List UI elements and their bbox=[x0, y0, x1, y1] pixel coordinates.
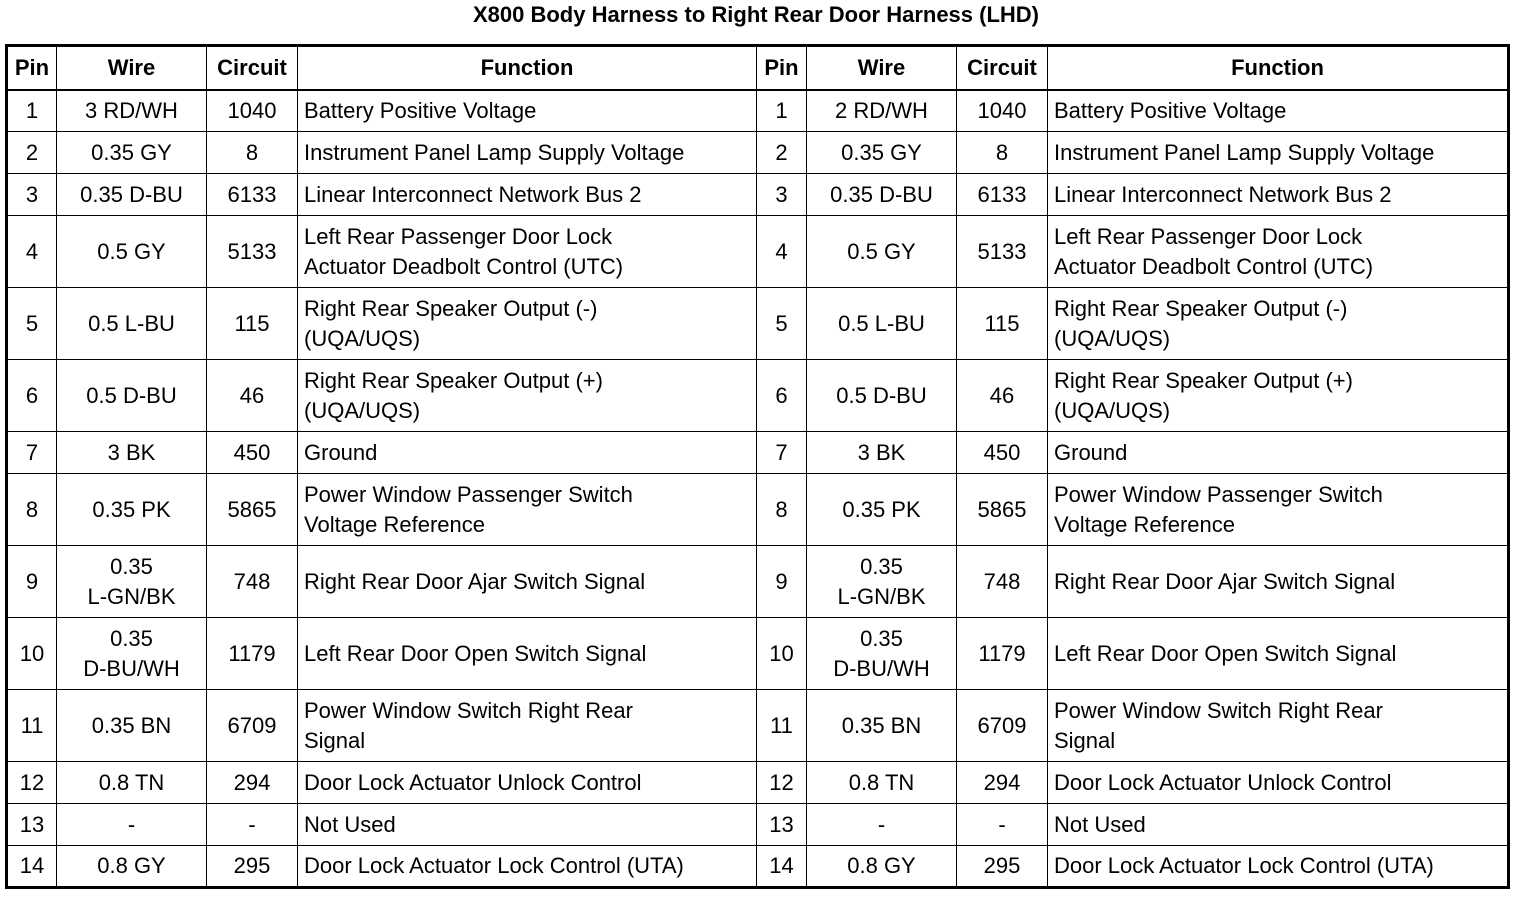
function-cell-line: Right Rear Speaker Output (-) bbox=[304, 295, 598, 321]
wire-cell-line: 0.5 L-BU bbox=[838, 310, 925, 336]
wire-cell-line: 3 BK bbox=[107, 439, 156, 465]
function-cell-line: Power Window Switch Right Rear bbox=[304, 697, 633, 723]
function-cell bbox=[1048, 288, 1509, 360]
pin-cell: 2 bbox=[757, 132, 807, 174]
circuit-cell: 6709 bbox=[207, 690, 298, 762]
function-cell bbox=[1048, 132, 1509, 174]
wire-cell-line: 0.35 bbox=[860, 553, 903, 579]
header-function-2: Function bbox=[1048, 46, 1509, 90]
circuit-cell: 6709 bbox=[957, 690, 1048, 762]
wire-cell-line: 0.35 bbox=[110, 553, 153, 579]
wire-cell-line: 0.35 GY bbox=[91, 139, 172, 165]
pin-cell: 8 bbox=[7, 474, 57, 546]
wire-cell bbox=[807, 90, 957, 132]
header-circuit-2: Circuit bbox=[957, 46, 1048, 90]
connector-table bbox=[5, 44, 1510, 889]
circuit-cell: 5133 bbox=[207, 216, 298, 288]
circuit-cell: - bbox=[207, 804, 298, 846]
function-cell-line: Right Rear Speaker Output (-) bbox=[1054, 295, 1348, 321]
function-cell bbox=[298, 804, 757, 846]
wire-cell bbox=[57, 846, 207, 888]
wire-cell bbox=[807, 762, 957, 804]
wire-cell-line: 0.5 D-BU bbox=[86, 382, 177, 408]
wire-cell-line: L-GN/BK bbox=[87, 583, 176, 609]
wire-cell bbox=[57, 288, 207, 360]
circuit-cell: 294 bbox=[957, 762, 1048, 804]
function-cell bbox=[1048, 174, 1509, 216]
wire-cell bbox=[57, 360, 207, 432]
pin-cell: 1 bbox=[7, 90, 57, 132]
wire-cell-line: 3 BK bbox=[857, 439, 906, 465]
function-cell bbox=[298, 174, 757, 216]
table-row bbox=[7, 846, 1509, 888]
wire-cell-line: L-GN/BK bbox=[837, 583, 926, 609]
circuit-cell: 748 bbox=[207, 546, 298, 618]
header-pin: Pin bbox=[7, 46, 57, 90]
function-cell bbox=[1048, 216, 1509, 288]
pin-cell: 9 bbox=[7, 546, 57, 618]
function-cell-line: Battery Positive Voltage bbox=[304, 97, 537, 123]
function-cell-line: Actuator Deadbolt Control (UTC) bbox=[1054, 253, 1374, 279]
function-cell-line: (UQA/UQS) bbox=[1054, 325, 1171, 351]
wire-cell bbox=[807, 690, 957, 762]
pin-cell: 10 bbox=[757, 618, 807, 690]
pin-cell: 10 bbox=[7, 618, 57, 690]
function-cell bbox=[298, 360, 757, 432]
function-cell-line: Instrument Panel Lamp Supply Voltage bbox=[1054, 139, 1435, 165]
wire-cell-line: 0.5 D-BU bbox=[836, 382, 927, 408]
function-cell bbox=[298, 546, 757, 618]
function-cell bbox=[1048, 762, 1509, 804]
pin-cell: 13 bbox=[7, 804, 57, 846]
function-cell-line: Ground bbox=[304, 439, 378, 465]
pin-cell: 14 bbox=[757, 846, 807, 888]
wire-cell-line: 0.35 bbox=[110, 625, 153, 651]
table-row bbox=[7, 174, 1509, 216]
circuit-cell: 8 bbox=[957, 132, 1048, 174]
function-cell bbox=[1048, 432, 1509, 474]
wire-cell-line: 0.35 PK bbox=[92, 496, 171, 522]
function-cell-line: Power Window Passenger Switch bbox=[304, 481, 633, 507]
function-cell bbox=[1048, 690, 1509, 762]
table-row bbox=[7, 546, 1509, 618]
circuit-cell: 450 bbox=[207, 432, 298, 474]
header-wire: Wire bbox=[57, 46, 207, 90]
circuit-cell: 1179 bbox=[207, 618, 298, 690]
function-cell bbox=[298, 288, 757, 360]
wire-cell-line: 0.5 GY bbox=[847, 238, 916, 264]
function-cell-line: Door Lock Actuator Lock Control (UTA) bbox=[1054, 853, 1434, 878]
wire-cell bbox=[807, 804, 957, 846]
function-cell-line: Door Lock Actuator Lock Control (UTA) bbox=[304, 853, 684, 878]
header-wire-2: Wire bbox=[807, 46, 957, 90]
function-cell bbox=[298, 762, 757, 804]
function-cell-line: Ground bbox=[1054, 439, 1128, 465]
wire-cell bbox=[57, 132, 207, 174]
wire-cell bbox=[807, 174, 957, 216]
pin-cell: 1 bbox=[757, 90, 807, 132]
wire-cell-line: 0.5 GY bbox=[97, 238, 166, 264]
function-cell bbox=[1048, 804, 1509, 846]
function-cell bbox=[298, 690, 757, 762]
function-cell-line: Instrument Panel Lamp Supply Voltage bbox=[304, 139, 685, 165]
function-cell-line: Linear Interconnect Network Bus 2 bbox=[304, 181, 642, 207]
wire-cell bbox=[57, 90, 207, 132]
function-cell-line: Door Lock Actuator Unlock Control bbox=[1054, 769, 1392, 795]
header-pin-2: Pin bbox=[757, 46, 807, 90]
pin-cell: 6 bbox=[757, 360, 807, 432]
function-cell-line: Not Used bbox=[1054, 811, 1146, 837]
function-cell bbox=[298, 618, 757, 690]
wire-cell-line: 3 RD/WH bbox=[85, 97, 178, 123]
pin-cell: 14 bbox=[7, 846, 57, 888]
wire-cell bbox=[807, 132, 957, 174]
function-cell-line: Signal bbox=[304, 727, 366, 753]
wire-cell-line: 0.35 BN bbox=[841, 712, 922, 738]
table-row bbox=[7, 360, 1509, 432]
wire-cell bbox=[807, 546, 957, 618]
circuit-cell: - bbox=[957, 804, 1048, 846]
function-cell-line: Right Rear Speaker Output (+) bbox=[1054, 367, 1353, 393]
function-cell-line: Left Rear Passenger Door Lock bbox=[304, 223, 613, 249]
table-row bbox=[7, 90, 1509, 132]
circuit-cell: 6133 bbox=[207, 174, 298, 216]
pin-cell: 4 bbox=[7, 216, 57, 288]
table-row bbox=[7, 762, 1509, 804]
circuit-cell: 6133 bbox=[957, 174, 1048, 216]
function-cell-line: Power Window Passenger Switch bbox=[1054, 481, 1383, 507]
wire-cell-line: D-BU/WH bbox=[833, 655, 930, 681]
function-cell bbox=[1048, 618, 1509, 690]
circuit-cell: 115 bbox=[957, 288, 1048, 360]
function-cell-line: (UQA/UQS) bbox=[1054, 397, 1171, 423]
pin-cell: 9 bbox=[757, 546, 807, 618]
wire-cell-line: 0.35 D-BU bbox=[80, 181, 183, 207]
function-cell-line: (UQA/UQS) bbox=[304, 325, 421, 351]
circuit-cell: 1179 bbox=[957, 618, 1048, 690]
function-cell-line: Power Window Switch Right Rear bbox=[1054, 697, 1383, 723]
function-cell-line: Linear Interconnect Network Bus 2 bbox=[1054, 181, 1392, 207]
wire-cell-line: D-BU/WH bbox=[83, 655, 180, 681]
function-cell bbox=[1048, 90, 1509, 132]
table-row bbox=[7, 132, 1509, 174]
table-row bbox=[7, 690, 1509, 762]
pin-cell: 4 bbox=[757, 216, 807, 288]
wire-cell bbox=[57, 432, 207, 474]
wire-cell bbox=[57, 546, 207, 618]
function-cell bbox=[298, 132, 757, 174]
wire-cell bbox=[807, 216, 957, 288]
pin-cell: 13 bbox=[757, 804, 807, 846]
function-cell-line: Battery Positive Voltage bbox=[1054, 97, 1287, 123]
function-cell bbox=[1048, 360, 1509, 432]
table-header-row bbox=[7, 46, 1509, 90]
wire-cell bbox=[57, 762, 207, 804]
pin-cell: 11 bbox=[7, 690, 57, 762]
pin-cell: 6 bbox=[7, 360, 57, 432]
pin-cell: 7 bbox=[7, 432, 57, 474]
wire-cell-line: - bbox=[127, 811, 136, 837]
wire-cell bbox=[57, 174, 207, 216]
function-cell-line: Left Rear Passenger Door Lock bbox=[1054, 223, 1363, 249]
circuit-cell: 295 bbox=[207, 846, 298, 888]
pin-cell: 11 bbox=[757, 690, 807, 762]
circuit-cell: 1040 bbox=[207, 90, 298, 132]
wire-cell-line: 0.8 TN bbox=[848, 769, 915, 795]
table-row bbox=[7, 216, 1509, 288]
function-cell-line: Voltage Reference bbox=[304, 511, 486, 537]
function-cell bbox=[298, 432, 757, 474]
wire-cell bbox=[807, 360, 957, 432]
circuit-cell: 295 bbox=[957, 846, 1048, 888]
circuit-cell: 115 bbox=[207, 288, 298, 360]
function-cell bbox=[298, 90, 757, 132]
function-cell-line: Left Rear Door Open Switch Signal bbox=[304, 640, 647, 666]
pin-cell: 8 bbox=[757, 474, 807, 546]
wire-cell bbox=[807, 474, 957, 546]
pin-cell: 5 bbox=[7, 288, 57, 360]
function-cell-line: Actuator Deadbolt Control (UTC) bbox=[304, 253, 624, 279]
wire-cell-line: 0.35 D-BU bbox=[830, 181, 933, 207]
circuit-cell: 748 bbox=[957, 546, 1048, 618]
wire-cell-line: 2 RD/WH bbox=[835, 97, 928, 123]
pin-cell: 7 bbox=[757, 432, 807, 474]
function-cell-line: Right Rear Door Ajar Switch Signal bbox=[304, 568, 646, 594]
circuit-cell: 294 bbox=[207, 762, 298, 804]
pin-cell: 12 bbox=[757, 762, 807, 804]
circuit-cell: 46 bbox=[207, 360, 298, 432]
wire-cell-line: 0.35 GY bbox=[841, 139, 922, 165]
wire-cell bbox=[57, 618, 207, 690]
pin-cell: 12 bbox=[7, 762, 57, 804]
function-cell-line: Voltage Reference bbox=[1054, 511, 1236, 537]
wire-cell bbox=[807, 288, 957, 360]
function-cell bbox=[1048, 546, 1509, 618]
function-cell-line: Right Rear Door Ajar Switch Signal bbox=[1054, 568, 1396, 594]
header-circuit: Circuit bbox=[207, 46, 298, 90]
wire-cell bbox=[807, 618, 957, 690]
wire-cell-line: - bbox=[877, 811, 886, 837]
function-cell-line: Signal bbox=[1054, 727, 1116, 753]
function-cell-line: Left Rear Door Open Switch Signal bbox=[1054, 640, 1397, 666]
function-cell bbox=[298, 216, 757, 288]
wire-cell bbox=[807, 432, 957, 474]
wire-cell bbox=[807, 846, 957, 888]
function-cell bbox=[1048, 474, 1509, 546]
header-function: Function bbox=[298, 46, 757, 90]
function-cell-line: Right Rear Speaker Output (+) bbox=[304, 367, 603, 393]
circuit-cell: 8 bbox=[207, 132, 298, 174]
wire-cell-line: 0.35 PK bbox=[842, 496, 921, 522]
table-row bbox=[7, 432, 1509, 474]
wire-cell-line: 0.35 BN bbox=[91, 712, 172, 738]
wire-cell-line: 0.35 bbox=[860, 625, 903, 651]
wire-cell-line: 0.8 GY bbox=[847, 853, 916, 878]
circuit-cell: 5865 bbox=[207, 474, 298, 546]
table-row bbox=[7, 804, 1509, 846]
wire-cell bbox=[57, 216, 207, 288]
page-title: X800 Body Harness to Right Rear Door Harness (LHD) bbox=[472, 2, 1040, 27]
circuit-cell: 5865 bbox=[957, 474, 1048, 546]
table-body bbox=[7, 90, 1509, 888]
circuit-cell: 46 bbox=[957, 360, 1048, 432]
pin-cell: 5 bbox=[757, 288, 807, 360]
wire-cell bbox=[57, 474, 207, 546]
table-row bbox=[7, 618, 1509, 690]
function-cell bbox=[298, 474, 757, 546]
wire-cell-line: 0.5 L-BU bbox=[88, 310, 175, 336]
function-cell-line: Door Lock Actuator Unlock Control bbox=[304, 769, 642, 795]
function-cell-line: (UQA/UQS) bbox=[304, 397, 421, 423]
function-cell bbox=[1048, 846, 1509, 888]
circuit-cell: 1040 bbox=[957, 90, 1048, 132]
pin-cell: 3 bbox=[757, 174, 807, 216]
pin-cell: 2 bbox=[7, 132, 57, 174]
table-row bbox=[7, 474, 1509, 546]
wire-cell bbox=[57, 804, 207, 846]
circuit-cell: 5133 bbox=[957, 216, 1048, 288]
table-row bbox=[7, 288, 1509, 360]
pin-cell: 3 bbox=[7, 174, 57, 216]
circuit-cell: 450 bbox=[957, 432, 1048, 474]
function-cell-line: Not Used bbox=[304, 811, 396, 837]
wire-cell-line: 0.8 TN bbox=[98, 769, 165, 795]
wire-cell-line: 0.8 GY bbox=[97, 853, 166, 878]
function-cell bbox=[298, 846, 757, 888]
wire-cell bbox=[57, 690, 207, 762]
